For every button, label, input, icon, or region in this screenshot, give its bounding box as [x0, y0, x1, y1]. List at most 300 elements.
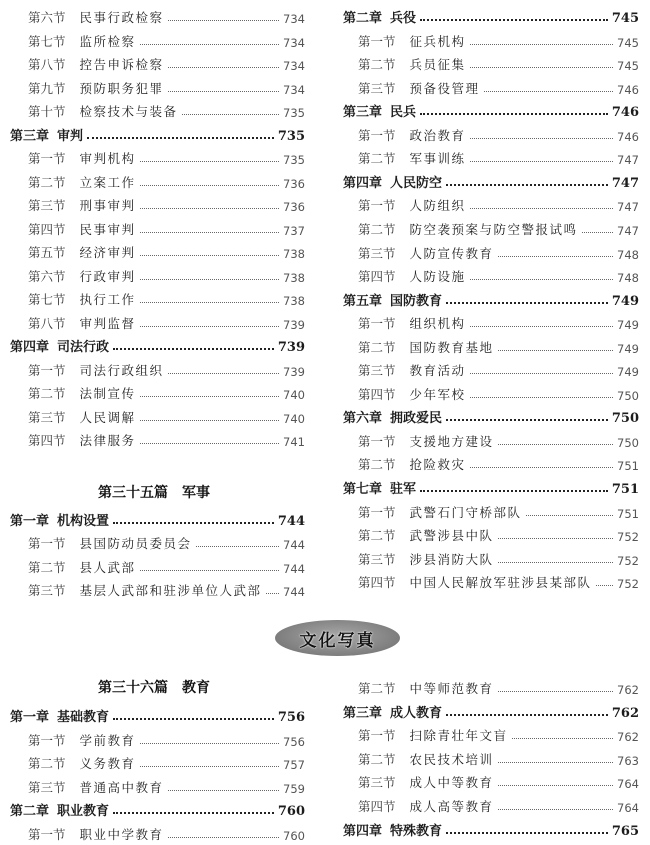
section-title: 组织机构: [409, 316, 466, 332]
dot-leader: [498, 256, 614, 257]
page-number: 762: [611, 705, 639, 721]
page-number: 764: [617, 777, 639, 792]
page-number: 762: [617, 730, 639, 745]
section-number: 第二节: [358, 57, 396, 73]
chapter-title: 成人教育: [390, 705, 443, 721]
page-number: 765: [611, 823, 639, 839]
dot-leader: [168, 790, 280, 791]
page-number: 738: [283, 270, 305, 285]
toc-chapter-row[interactable]: [10, 705, 305, 725]
dot-leader: [140, 420, 280, 421]
chapter-title: 职业教育: [57, 804, 110, 820]
section-number: 第四节: [28, 221, 66, 237]
chapter-number: 第三章: [343, 105, 383, 121]
section-title: 民事行政检察: [79, 10, 164, 25]
section-number: 第四节: [358, 575, 396, 591]
dot-leader: [446, 832, 608, 834]
section-number: 第七节: [28, 33, 66, 49]
section-title: 武警石门守桥部队: [409, 504, 522, 520]
section-title: 执行工作: [79, 292, 136, 307]
page-number: 751: [611, 482, 639, 497]
section-title: 法律服务: [79, 433, 136, 448]
toc-chapter-row[interactable]: [343, 701, 639, 721]
dot-leader: [140, 232, 280, 233]
section-number: 第二节: [28, 386, 66, 401]
page-number: 735: [277, 128, 305, 144]
toc-section-row[interactable]: [358, 30, 639, 50]
toc-section-row[interactable]: [28, 359, 305, 379]
section-number: 第一节: [358, 198, 396, 214]
page-number: 759: [283, 781, 305, 796]
section-title: 人防设施: [409, 269, 466, 285]
toc-section-row[interactable]: [28, 579, 305, 599]
toc-chapter-row[interactable]: [10, 335, 305, 355]
section-number: 第一节: [28, 732, 66, 748]
page-number: 746: [611, 105, 639, 121]
dot-leader: [266, 593, 280, 594]
section-title: 控告申诉检察: [79, 57, 164, 72]
section-title: 法制宣传: [79, 386, 136, 401]
dot-leader: [140, 161, 280, 162]
dot-leader: [498, 785, 614, 786]
section-number: 第六节: [28, 268, 66, 284]
chapter-title: 司法行政: [57, 340, 110, 355]
dot-leader: [168, 837, 280, 838]
chapter-number: 第四章: [343, 823, 383, 839]
dot-leader: [87, 137, 274, 139]
section-number: 第一节: [358, 33, 396, 49]
toc-section-row[interactable]: [358, 124, 639, 144]
section-number: 第一节: [358, 728, 396, 744]
dot-leader: [582, 232, 614, 233]
chapter-title: 基础教育: [57, 710, 110, 725]
dot-leader: [470, 373, 614, 374]
dot-leader: [140, 443, 280, 444]
dot-leader: [140, 743, 280, 744]
chapter-title: 国防教育: [390, 293, 443, 309]
section-title: 中国人民解放军驻涉县某部队: [409, 575, 592, 591]
page-number: 749: [617, 341, 639, 356]
page-number: 748: [617, 247, 639, 262]
chapter-number: 第三章: [343, 705, 383, 721]
section-title: 支援地方建设: [409, 433, 494, 449]
page-number: 749: [617, 318, 639, 333]
page-number: 738: [283, 247, 305, 261]
toc-section-row[interactable]: [28, 147, 305, 167]
section-number: 第六节: [28, 10, 66, 25]
section-number: 第二节: [28, 756, 66, 772]
page-number: 744: [283, 584, 305, 599]
section-title: 人防宣传教育: [409, 245, 494, 261]
section-number: 第二节: [358, 151, 396, 167]
toc-chapter-row[interactable]: [343, 819, 639, 839]
dot-leader: [498, 538, 614, 539]
toc-section-row[interactable]: [358, 147, 639, 167]
chapter-number: 第四章: [343, 175, 383, 191]
dot-leader: [140, 570, 280, 571]
section-number: 第三节: [358, 245, 396, 261]
page-number: 750: [611, 411, 639, 427]
chapter-number: 第一章: [10, 514, 50, 529]
part-36-heading: 第三十六篇 教育: [98, 680, 210, 696]
banner-text: 文化写真: [299, 630, 376, 651]
section-number: 第四节: [358, 386, 396, 402]
section-title: 人民调解: [79, 409, 136, 425]
dot-leader: [526, 515, 614, 516]
culture-photos-banner: [275, 620, 400, 656]
section-title: 立案工作: [79, 174, 136, 190]
toc-section-row[interactable]: [28, 288, 305, 308]
dot-leader: [470, 397, 614, 398]
page-number: 740: [283, 388, 305, 402]
dot-leader: [498, 350, 614, 351]
toc-section-row[interactable]: [358, 748, 639, 768]
chapter-number: 第五章: [343, 293, 383, 309]
section-title: 预防职务犯罪: [79, 80, 164, 96]
dot-leader: [470, 326, 614, 327]
dot-leader: [446, 714, 608, 716]
toc-section-row[interactable]: [28, 265, 305, 285]
page-number: 748: [617, 271, 639, 286]
toc-section-row[interactable]: [358, 501, 639, 521]
chapter-number: 第四章: [10, 340, 50, 355]
chapter-number: 第三章: [10, 128, 50, 144]
toc-section-row[interactable]: [28, 77, 305, 97]
page-number: 738: [283, 294, 305, 308]
toc-section-row[interactable]: [358, 242, 639, 262]
dot-leader: [470, 161, 614, 162]
chapter-number: 第二章: [343, 11, 383, 26]
toc-chapter-row[interactable]: [10, 509, 305, 529]
dot-leader: [113, 718, 274, 720]
page-number: 745: [611, 11, 639, 26]
section-number: 第一节: [358, 127, 396, 143]
dot-leader: [113, 348, 274, 350]
section-number: 第一节: [358, 504, 396, 520]
page-number: 734: [283, 35, 305, 50]
page-number: 745: [617, 59, 639, 74]
section-number: 第二节: [358, 457, 396, 473]
section-number: 第三节: [358, 551, 396, 567]
toc-section-row[interactable]: [358, 571, 639, 591]
section-number: 第一节: [358, 433, 396, 449]
dot-leader: [484, 91, 614, 92]
dot-leader: [140, 279, 280, 280]
section-title: 基层人武部和驻涉单位人武部: [79, 582, 262, 598]
page-number: 760: [283, 829, 305, 843]
page-number: 734: [283, 12, 305, 26]
toc-chapter-row[interactable]: [343, 477, 639, 497]
toc-section-row[interactable]: [358, 795, 639, 815]
section-title: 防空袭预案与防空警报试鸣: [409, 221, 578, 237]
page-number: 747: [611, 175, 639, 191]
page-number: 739: [283, 317, 305, 332]
section-title: 职业中学教育: [79, 827, 164, 842]
page-number: 760: [277, 804, 305, 820]
section-title: 经济审判: [79, 245, 136, 260]
dot-leader: [446, 302, 608, 304]
page-number: 763: [617, 753, 639, 768]
dot-leader: [498, 444, 614, 445]
dot-leader: [140, 255, 280, 256]
dot-leader: [446, 184, 608, 186]
toc-section-row[interactable]: [28, 729, 305, 749]
toc-section-row[interactable]: [358, 524, 639, 544]
page-number: 735: [283, 153, 305, 167]
section-title: 成人高等教育: [409, 799, 494, 814]
toc-section-row[interactable]: [28, 406, 305, 426]
dot-leader: [140, 302, 280, 303]
toc-section-row[interactable]: [358, 724, 639, 744]
chapter-title: 民兵: [390, 105, 417, 121]
toc-section-row[interactable]: [358, 453, 639, 473]
dot-leader: [420, 19, 608, 21]
dot-leader: [498, 762, 614, 763]
toc-section-row[interactable]: [28, 218, 305, 238]
toc-section-row[interactable]: [28, 382, 305, 402]
section-title: 司法行政组织: [79, 362, 164, 378]
chapter-number: 第二章: [10, 804, 50, 820]
page-number: 750: [617, 435, 639, 450]
section-number: 第一节: [28, 151, 66, 166]
toc-section-row[interactable]: [28, 194, 305, 214]
page-number: 746: [617, 82, 639, 97]
dot-leader: [596, 585, 614, 586]
dot-leader: [470, 44, 614, 45]
toc-section-row[interactable]: [28, 532, 305, 552]
section-number: 第二节: [358, 681, 396, 696]
section-title: 县国防动员委员会: [79, 536, 192, 552]
section-title: 预备役管理: [409, 80, 480, 96]
toc-section-row[interactable]: [358, 312, 639, 332]
toc-chapter-row[interactable]: [343, 406, 639, 426]
page-number: 752: [617, 530, 639, 545]
page-number: 752: [617, 577, 639, 592]
page-number: 752: [617, 553, 639, 568]
section-title: 抢险救灾: [409, 457, 466, 473]
toc-section-row[interactable]: [358, 430, 639, 450]
section-number: 第四节: [28, 433, 66, 448]
dot-leader: [470, 279, 614, 280]
section-number: 第一节: [28, 362, 66, 378]
page-number: 749: [611, 293, 639, 309]
section-number: 第三节: [28, 198, 66, 213]
page-number: 746: [617, 129, 639, 144]
toc-section-row[interactable]: [358, 359, 639, 379]
section-title: 少年军校: [409, 386, 466, 402]
chapter-title: 驻军: [390, 482, 417, 497]
page-number: 734: [283, 59, 305, 73]
dot-leader: [498, 562, 614, 563]
dot-leader: [113, 812, 274, 814]
section-title: 行政审判: [79, 268, 136, 284]
chapter-title: 审判: [57, 128, 84, 144]
dot-leader: [498, 809, 614, 810]
section-title: 国防教育基地: [409, 339, 494, 355]
section-title: 刑事审判: [79, 198, 136, 213]
dot-leader: [420, 113, 608, 115]
page-number: 739: [277, 340, 305, 355]
section-title: 扫除青壮年文盲: [409, 728, 508, 744]
dot-leader: [140, 766, 280, 767]
dot-leader: [512, 738, 614, 739]
section-number: 第九节: [28, 80, 66, 96]
toc-section-row[interactable]: [28, 752, 305, 772]
toc-section-row[interactable]: [358, 771, 639, 791]
toc-section-row[interactable]: [28, 429, 305, 449]
section-number: 第四节: [358, 799, 396, 814]
dot-leader: [113, 522, 274, 524]
section-number: 第七节: [28, 292, 66, 307]
section-number: 第二节: [358, 751, 396, 767]
page-number: 740: [283, 411, 305, 426]
section-number: 第二节: [28, 559, 66, 575]
toc-section-row[interactable]: [28, 556, 305, 576]
chapter-title: 特殊教育: [390, 823, 443, 839]
dot-leader: [196, 546, 280, 547]
dot-leader: [470, 67, 614, 68]
chapter-title: 人民防空: [390, 175, 443, 191]
section-number: 第二节: [28, 174, 66, 190]
section-number: 第二节: [358, 339, 396, 355]
toc-section-row[interactable]: [28, 171, 305, 191]
dot-leader: [420, 490, 608, 492]
toc-section-row[interactable]: [358, 383, 639, 403]
section-number: 第八节: [28, 57, 66, 72]
chapter-title: 机构设置: [57, 514, 110, 529]
section-title: 成人中等教育: [409, 775, 494, 791]
toc-chapter-row[interactable]: [10, 799, 305, 819]
section-number: 第三节: [358, 80, 396, 96]
toc-section-row[interactable]: [28, 30, 305, 50]
section-title: 普通高中教育: [79, 779, 164, 795]
dot-leader: [140, 185, 280, 186]
page-number: 750: [617, 388, 639, 403]
dot-leader: [498, 691, 614, 692]
section-number: 第三节: [28, 779, 66, 795]
section-title: 涉县消防大队: [409, 551, 494, 567]
dot-leader: [168, 91, 280, 92]
dot-leader: [168, 373, 280, 374]
section-title: 审判监督: [79, 315, 136, 331]
toc-chapter-row[interactable]: [343, 289, 639, 309]
toc-section-row[interactable]: [28, 823, 305, 843]
toc-section-row[interactable]: [358, 336, 639, 356]
chapter-number: 第一章: [10, 710, 50, 725]
section-number: 第三节: [358, 775, 396, 791]
dot-leader: [470, 208, 614, 209]
section-title: 人防组织: [409, 198, 466, 214]
page-number: 756: [283, 734, 305, 749]
toc-section-row[interactable]: [358, 53, 639, 73]
section-number: 第三节: [28, 409, 66, 425]
page-number: 747: [617, 153, 639, 168]
section-title: 武警涉县中队: [409, 528, 494, 544]
toc-chapter-row[interactable]: [343, 100, 639, 120]
section-title: 政治教育: [409, 127, 466, 143]
dot-leader: [140, 396, 280, 397]
section-title: 农民技术培训: [409, 751, 494, 767]
page-number: 745: [617, 35, 639, 50]
toc-section-row[interactable]: [358, 194, 639, 214]
section-number: 第三节: [28, 582, 66, 598]
section-title: 兵员征集: [409, 57, 466, 73]
section-number: 第五节: [28, 245, 66, 260]
chapter-title: 兵役: [390, 11, 417, 26]
page-number: 734: [283, 82, 305, 97]
dot-leader: [140, 208, 280, 209]
part-35-heading: 第三十五篇 军事: [98, 485, 210, 501]
toc-section-row[interactable]: [28, 241, 305, 261]
page-number: 744: [283, 561, 305, 576]
page-number: 757: [283, 758, 305, 773]
dot-leader: [168, 67, 280, 68]
section-title: 中等师范教育: [409, 681, 494, 696]
toc-section-row[interactable]: [358, 677, 639, 697]
section-number: 第八节: [28, 315, 66, 331]
chapter-title: 拥政爱民: [390, 411, 443, 427]
dot-leader: [182, 114, 280, 115]
page-number: 762: [617, 683, 639, 697]
toc-section-row[interactable]: [28, 312, 305, 332]
section-title: 军事训练: [409, 151, 466, 167]
dot-leader: [140, 44, 280, 45]
page-number: 749: [617, 365, 639, 380]
section-title: 教育活动: [409, 363, 466, 379]
page-number: 756: [277, 710, 305, 725]
page-number: 751: [617, 459, 639, 474]
section-number: 第十节: [28, 104, 66, 119]
section-number: 第一节: [28, 536, 66, 552]
toc-section-row[interactable]: [28, 100, 305, 120]
dot-leader: [470, 138, 614, 139]
chapter-number: 第七章: [343, 482, 383, 497]
page-number: 764: [617, 801, 639, 815]
page-number: 736: [283, 200, 305, 214]
chapter-number: 第六章: [343, 411, 383, 427]
section-title: 民事审判: [79, 221, 136, 237]
toc-section-row[interactable]: [28, 6, 305, 26]
section-title: 学前教育: [79, 732, 136, 748]
page-number: 741: [283, 435, 305, 449]
toc-chapter-row[interactable]: [343, 6, 639, 26]
page-number: 737: [283, 223, 305, 238]
dot-leader: [446, 419, 608, 421]
section-title: 审判机构: [79, 151, 136, 166]
toc-section-row[interactable]: [358, 218, 639, 238]
section-number: 第二节: [358, 528, 396, 544]
section-number: 第一节: [358, 316, 396, 332]
section-number: 第三节: [358, 363, 396, 379]
toc-section-row[interactable]: [28, 776, 305, 796]
dot-leader: [168, 20, 280, 21]
toc-section-row[interactable]: [358, 548, 639, 568]
page-number: 736: [283, 176, 305, 191]
toc-section-row[interactable]: [358, 77, 639, 97]
section-title: 征兵机构: [409, 33, 466, 49]
page-number: 747: [617, 223, 639, 238]
dot-leader: [140, 326, 280, 327]
page-number: 739: [283, 364, 305, 379]
toc-chapter-row[interactable]: [10, 124, 305, 144]
section-number: 第二节: [358, 221, 396, 237]
toc-section-row[interactable]: [358, 265, 639, 285]
section-number: 第一节: [28, 827, 66, 842]
toc-section-row[interactable]: [28, 53, 305, 73]
toc-chapter-row[interactable]: [343, 171, 639, 191]
page-number: 747: [617, 200, 639, 215]
dot-leader: [470, 467, 614, 468]
